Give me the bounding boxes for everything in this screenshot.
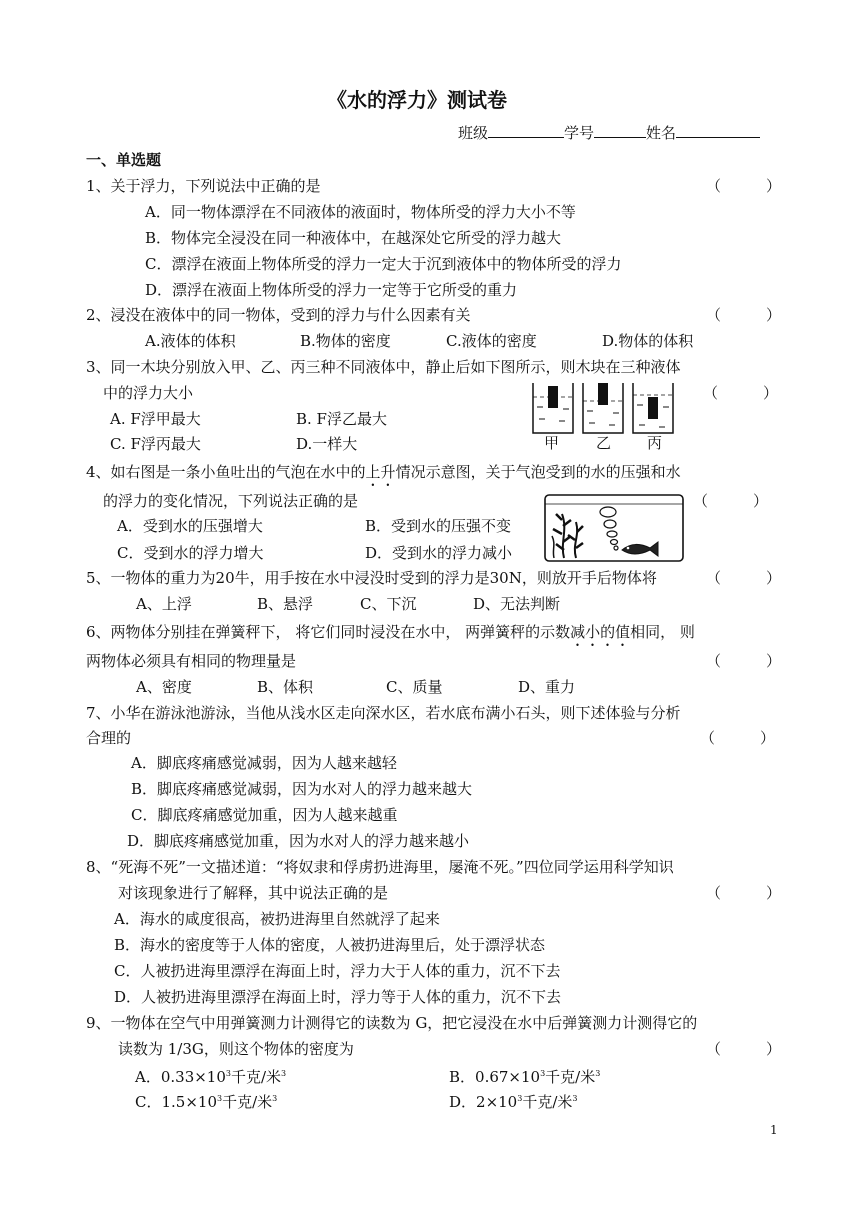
beaker-jia (533, 383, 573, 433)
q1-option-b: B．物体完全浸没在同一种液体中，在越深处它所受的浮力越大 (145, 229, 562, 247)
q1-stem: 1、关于浮力，下列说法中正确的是 (86, 177, 321, 195)
q4-option-d: D．受到水的浮力减小 (365, 544, 513, 562)
q9-d-exp: 3 (517, 1094, 523, 1103)
q3-stem-line1: 3、同一木块分别放入甲、乙、丙三种不同液体中，静止后如下图所示，则木块在三种液体 (86, 358, 681, 376)
q9-c-unit: 千克/米 (222, 1093, 273, 1111)
q3-option-c: C. F浮丙最大 (110, 435, 201, 453)
q8-option-a: A．海水的咸度很高，被扔进海里自然就浮了起来 (114, 910, 440, 928)
q6-stem-pre: 6、两物体分别挂在弹簧秤下， 将它们同时浸没在水中， 两弹簧秤的示数 (86, 623, 571, 641)
number-blank[interactable] (594, 121, 646, 138)
q6-option-c: C、质量 (386, 678, 443, 696)
q9-c-value: C．1.5×10 (135, 1093, 217, 1111)
q4-stem-pre: 4、如右图是一条小鱼吐出的气泡在水中的 (86, 463, 366, 481)
page-number: 1 (770, 1123, 778, 1137)
q9-d-value: D．2×10 (449, 1093, 518, 1111)
q2-option-d: D.物体的体积 (602, 332, 694, 350)
q9-b-unit-exp: 3 (595, 1069, 601, 1078)
beaker-label-bing: 丙 (647, 434, 663, 452)
q6-stem-post: 相同， 则 (630, 623, 695, 641)
q9-d-unit: 千克/米 (522, 1093, 573, 1111)
q5-answer-paren[interactable]: （ ） (706, 569, 782, 587)
q8-option-b: B．海水的密度等于人体的密度，人被扔进海里后，处于漂浮状态 (114, 936, 546, 954)
q7-option-b: B．脚底疼痛感觉减弱，因为水对人的浮力越来越大 (131, 780, 473, 798)
q3-stem-line2: 中的浮力大小 (103, 384, 194, 402)
fish (622, 542, 658, 556)
q9-stem-line1: 9、一物体在空气中用弹簧测力计测得它的读数为 G，把它浸没在水中后弹簧测力计测得它的 (86, 1014, 698, 1032)
q4-stem-post: 情况示意图，关于气泡受到的水的压强和水 (395, 463, 681, 481)
bubbles (600, 507, 618, 550)
q7-option-a: A．脚底疼痛感觉减弱，因为人越来越轻 (131, 754, 397, 772)
student-info-line (458, 121, 760, 143)
q9-option-a (135, 1064, 286, 1087)
q7-stem-line1: 7、小华在游泳池游泳，当他从浅水区走向深水区，若水底布满小石头，则下述体验与分析 (86, 704, 681, 722)
class-label: 班级 (458, 124, 489, 142)
q3-answer-paren[interactable]: （ ） (703, 384, 779, 402)
q1-option-c: C．漂浮在液面上物体所受的浮力一定大于沉到液体中的物体所受的浮力 (145, 255, 622, 273)
q5-option-d: D、无法判断 (473, 595, 561, 613)
q9-a-unit-exp: 3 (281, 1069, 287, 1078)
page-title: 《水的浮力》测试卷 (327, 88, 507, 112)
q7-option-c: C．脚底疼痛感觉加重，因为人越来越重 (131, 806, 398, 824)
q4-option-a: A．受到水的压强增大 (117, 517, 263, 535)
section-heading: 一、单选题 (86, 151, 162, 169)
q3-option-a: A. F浮甲最大 (110, 410, 201, 428)
fish-tank-figure (542, 492, 687, 564)
q6-stem-line1 (86, 622, 695, 650)
q1-answer-paren[interactable]: （ ） (706, 177, 782, 195)
q5-stem: 5、一物体的重力为20牛，用手按在水中浸没时受到的浮力是30N，则放开手后物体将 (86, 569, 657, 587)
q9-answer-paren[interactable]: （ ） (706, 1040, 782, 1058)
q2-option-a: A.液体的体积 (145, 332, 236, 350)
q2-answer-paren[interactable]: （ ） (706, 306, 782, 324)
q7-answer-paren[interactable]: （ ） (700, 729, 776, 747)
q5-option-a: A、上浮 (136, 595, 192, 613)
beaker-label-yi: 乙 (596, 434, 612, 452)
q4-stem-line2: 的浮力的变化情况，下列说法正确的是 (103, 492, 359, 510)
q8-option-d: D．人被扔进海里漂浮在海面上时，浮力等于人体的重力，沉不下去 (114, 988, 562, 1006)
q9-option-c (135, 1089, 277, 1112)
q9-d-unit-exp: 3 (572, 1094, 578, 1103)
q9-a-unit: 千克/米 (230, 1068, 282, 1086)
q8-stem-line1: 8、“死海不死”一文描述道：“将奴隶和俘虏扔进海里，屡淹不死。”四位同学运用科学知识 (86, 858, 674, 876)
q2-option-b: B.物体的密度 (300, 332, 391, 350)
beaker-label-jia: 甲 (544, 434, 560, 452)
q9-a-value: A．0.33×10 (135, 1068, 226, 1086)
q9-c-unit-exp: 3 (272, 1094, 278, 1103)
q2-option-c: C.液体的密度 (446, 332, 537, 350)
number-label: 学号 (564, 124, 595, 142)
q4-option-c: C．受到水的浮力增大 (117, 544, 264, 562)
q9-option-b (449, 1064, 600, 1087)
q8-answer-paren[interactable]: （ ） (706, 884, 782, 902)
q8-stem-line2: 对该现象进行了解释，其中说法正确的是 (118, 884, 389, 902)
q6-stem-emph: 减小的值 (570, 623, 631, 641)
q6-option-d: D、重力 (518, 678, 576, 696)
q4-answer-paren[interactable]: （ ） (693, 492, 769, 510)
q4-option-b: B．受到水的压强不变 (365, 517, 512, 535)
q5-option-b: B、悬浮 (257, 595, 314, 613)
q4-stem-line1 (86, 462, 681, 490)
beaker-yi (583, 383, 623, 433)
q7-option-d: D．脚底疼痛感觉加重，因为水对人的浮力越来越小 (127, 832, 470, 850)
q9-b-value: B．0.67×10 (449, 1068, 541, 1086)
q9-c-exp: 3 (217, 1094, 223, 1103)
name-blank[interactable] (676, 121, 760, 138)
q7-stem-line2: 合理的 (86, 729, 132, 747)
q2-stem: 2、浸没在液体中的同一物体，受到的浮力与什么因素有关 (86, 306, 471, 324)
q6-stem-line2: 两物体必须具有相同的物理量是 (86, 652, 297, 670)
q8-option-c: C．人被扔进海里漂浮在海面上时，浮力大于人体的重力，沉不下去 (114, 962, 561, 980)
q9-a-exp: 3 (225, 1069, 231, 1078)
name-label: 姓名 (646, 124, 677, 142)
q9-b-unit: 千克/米 (545, 1068, 596, 1086)
seaweed (552, 514, 583, 558)
q1-option-a: A．同一物体漂浮在不同液体的液面时，物体所受的浮力大小不等 (145, 203, 576, 221)
q6-option-a: A、密度 (136, 678, 192, 696)
q9-option-d (449, 1089, 577, 1112)
q6-answer-paren[interactable]: （ ） (706, 652, 782, 670)
q3-option-d: D.一样大 (296, 435, 358, 453)
q4-stem-emph: 上升 (365, 463, 396, 481)
q9-b-exp: 3 (540, 1069, 546, 1078)
q6-option-b: B、体积 (257, 678, 314, 696)
q9-stem-line2: 读数为 1/3G，则这个物体的密度为 (118, 1040, 354, 1058)
q5-option-c: C、下沉 (360, 595, 417, 613)
q1-option-d: D．漂浮在液面上物体所受的浮力一定等于它所受的重力 (145, 281, 518, 299)
q3-option-b: B. F浮乙最大 (296, 410, 387, 428)
class-blank[interactable] (488, 121, 564, 138)
beaker-bing (633, 383, 673, 433)
